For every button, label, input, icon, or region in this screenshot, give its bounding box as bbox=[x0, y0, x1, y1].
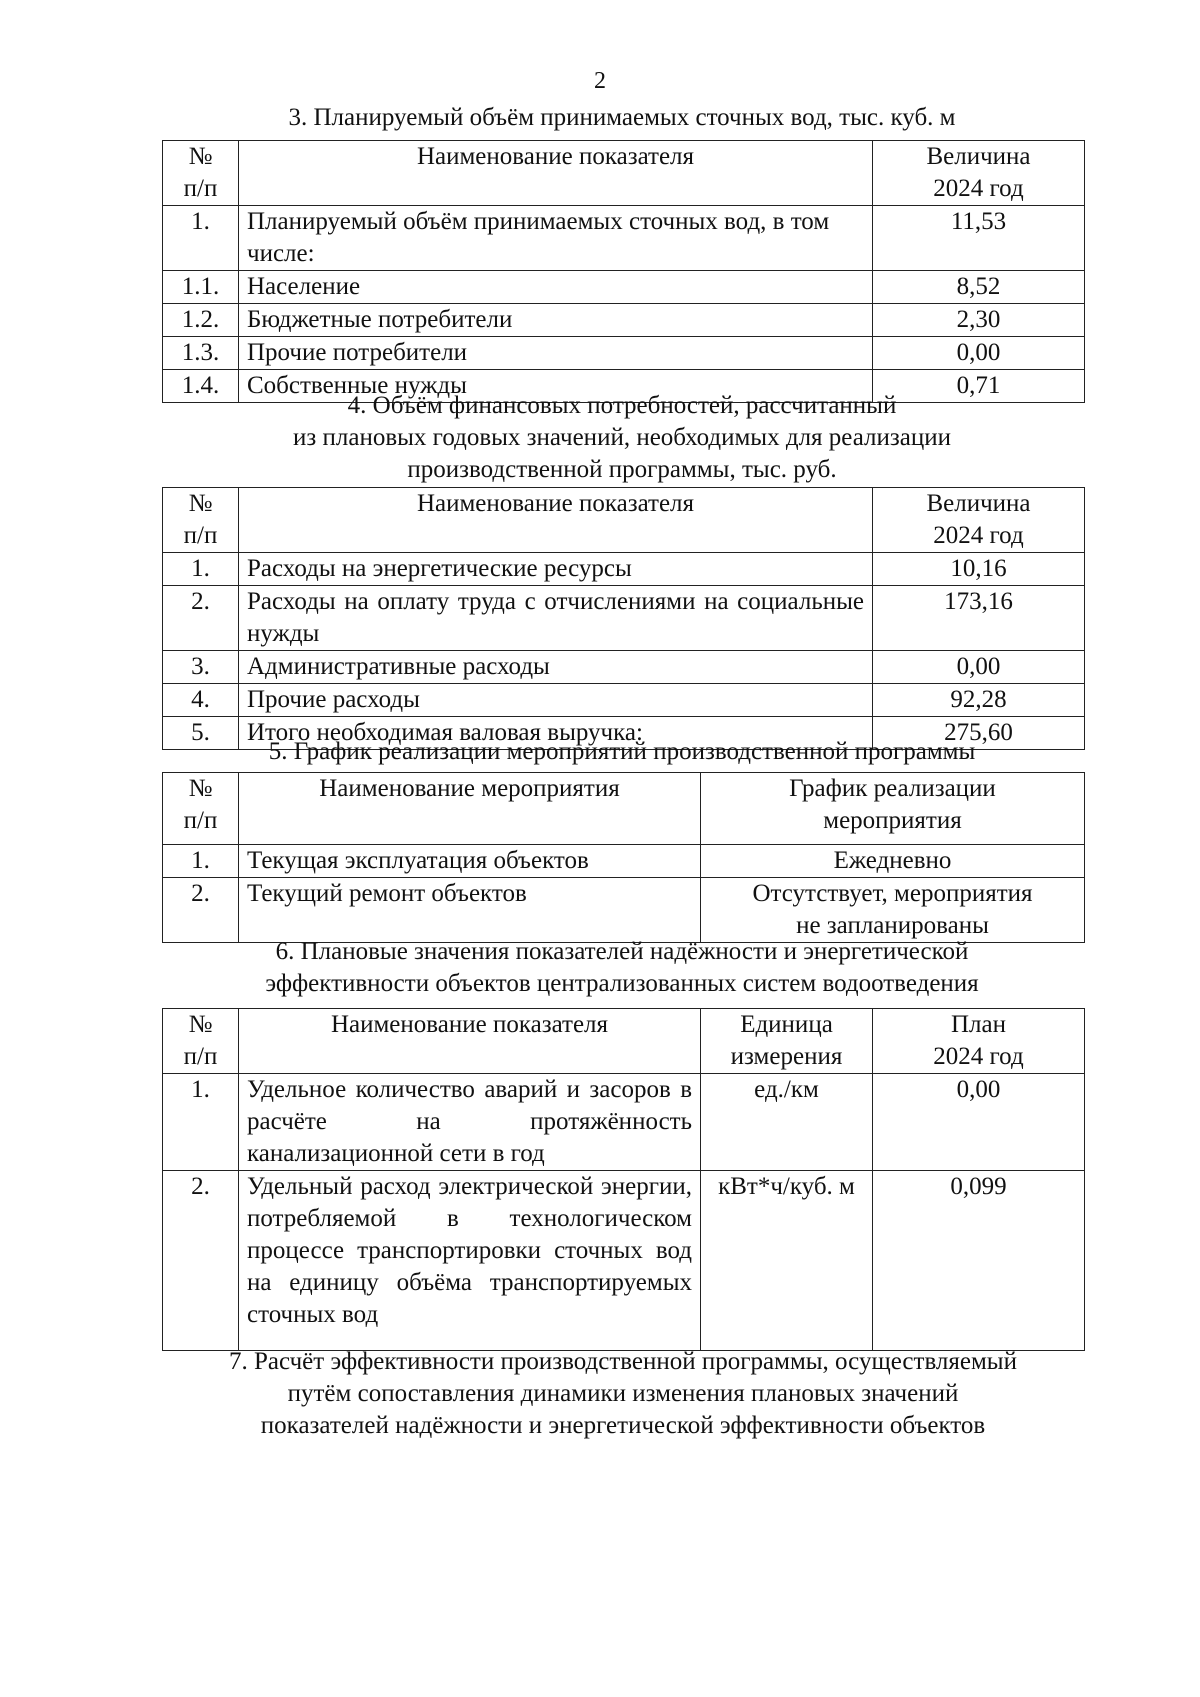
row-value: 2,30 bbox=[873, 304, 1085, 337]
row-name: Прочие расходы bbox=[239, 684, 873, 717]
row-name: Удельный расход электрической энергии, потребляемой в технологическом процессе транспортировки сточных вод на единицу объёма транспортируемых сточных вод bbox=[239, 1171, 701, 1351]
section5-table bbox=[162, 772, 1085, 943]
header-value: Величина 2024 год bbox=[873, 141, 1085, 206]
row-name: Текущий ремонт объектов bbox=[239, 878, 701, 943]
header-num: № п/п bbox=[163, 141, 239, 206]
row-value: 0,71 bbox=[873, 370, 1085, 403]
table-row bbox=[163, 684, 1085, 717]
row-value: 8,52 bbox=[873, 271, 1085, 304]
row-plan: 0,00 bbox=[873, 1074, 1085, 1171]
row-value: 0,00 bbox=[873, 337, 1085, 370]
row-num: 1.4. bbox=[163, 370, 239, 403]
table-header-row bbox=[163, 773, 1085, 845]
table-row bbox=[163, 1074, 1085, 1171]
header-schedule: График реализации мероприятия bbox=[701, 773, 1085, 845]
table-row bbox=[163, 845, 1085, 878]
table-row bbox=[163, 553, 1085, 586]
row-num: 2. bbox=[163, 586, 239, 651]
header-num: № п/п bbox=[163, 773, 239, 845]
section6-title: 6. Плановые значения показателей надёжности и энергетической эффективности объектов централизованных систем водоотведения bbox=[265, 938, 979, 997]
table-header-row bbox=[163, 1009, 1085, 1074]
row-num: 4. bbox=[163, 684, 239, 717]
row-num: 5. bbox=[163, 717, 239, 750]
row-name: Текущая эксплуатация объектов bbox=[239, 845, 701, 878]
row-schedule: Ежедневно bbox=[701, 845, 1085, 878]
table-row bbox=[163, 304, 1085, 337]
section6-table bbox=[162, 1008, 1085, 1351]
row-unit: кВт*ч/куб. м bbox=[701, 1171, 873, 1351]
row-value: 0,00 bbox=[873, 651, 1085, 684]
header-num: № п/п bbox=[163, 1009, 239, 1074]
row-value: 275,60 bbox=[873, 717, 1085, 750]
table-row bbox=[163, 271, 1085, 304]
header-name: Наименование показателя bbox=[239, 488, 873, 553]
row-value: 173,16 bbox=[873, 586, 1085, 651]
table-row bbox=[163, 337, 1085, 370]
page-number: 2 bbox=[594, 68, 606, 94]
row-name: Итого необходимая валовая выручка: bbox=[239, 717, 873, 750]
row-value: 11,53 bbox=[873, 206, 1085, 271]
section3-title: 3. Планируемый объём принимаемых сточных вод, тыс. куб. м bbox=[288, 104, 956, 131]
header-value: Величина 2024 год bbox=[873, 488, 1085, 553]
row-num: 1. bbox=[163, 1074, 239, 1171]
row-num: 1.2. bbox=[163, 304, 239, 337]
table-header-row bbox=[163, 488, 1085, 553]
row-plan: 0,099 bbox=[873, 1171, 1085, 1351]
row-name: Удельное количество аварий и засоров в расчёте на протяжённость канализационной сети в год bbox=[239, 1074, 701, 1171]
row-value: 10,16 bbox=[873, 553, 1085, 586]
section3-table bbox=[162, 140, 1085, 403]
header-name: Наименование показателя bbox=[239, 1009, 701, 1074]
row-num: 1. bbox=[163, 553, 239, 586]
table-header-row bbox=[163, 141, 1085, 206]
header-num: № п/п bbox=[163, 488, 239, 553]
row-name: Прочие потребители bbox=[239, 337, 873, 370]
section4-table bbox=[162, 487, 1085, 750]
row-num: 1. bbox=[163, 845, 239, 878]
row-name: Собственные нужды bbox=[239, 370, 873, 403]
row-name: Расходы на энергетические ресурсы bbox=[239, 553, 873, 586]
header-plan: План 2024 год bbox=[873, 1009, 1085, 1074]
row-schedule: Отсутствует, мероприятия не запланированы bbox=[701, 878, 1085, 943]
row-num: 2. bbox=[163, 1171, 239, 1351]
header-unit: Единица измерения bbox=[701, 1009, 873, 1074]
table-row bbox=[163, 651, 1085, 684]
table-row bbox=[163, 206, 1085, 271]
row-num: 3. bbox=[163, 651, 239, 684]
section5-title: 5. График реализации мероприятий производственной программы bbox=[268, 738, 976, 765]
row-unit: ед./км bbox=[701, 1074, 873, 1171]
row-name: Бюджетные потребители bbox=[239, 304, 873, 337]
table-row bbox=[163, 586, 1085, 651]
table-row bbox=[163, 1171, 1085, 1351]
header-name: Наименование показателя bbox=[239, 141, 873, 206]
row-name: Расходы на оплату труда с отчислениями на социальные нужды bbox=[239, 586, 873, 651]
row-num: 2. bbox=[163, 878, 239, 943]
section4-title: 4. Объём финансовых потребностей, рассчитанный из плановых годовых значений, необходимых для реализации производственной программы, тыс. руб. bbox=[293, 392, 951, 483]
row-num: 1.3. bbox=[163, 337, 239, 370]
row-name: Планируемый объём принимаемых сточных вод, в том числе: bbox=[239, 206, 873, 271]
row-num: 1. bbox=[163, 206, 239, 271]
section7-title: 7. Расчёт эффективности производственной программы, осуществляемый путём сопоставления динамики изменения плановых значений показателей надёжности и энергетической эффективности объектов bbox=[229, 1348, 1017, 1439]
table-row bbox=[163, 878, 1085, 943]
row-name: Административные расходы bbox=[239, 651, 873, 684]
row-value: 92,28 bbox=[873, 684, 1085, 717]
header-name: Наименование мероприятия bbox=[239, 773, 701, 845]
row-num: 1.1. bbox=[163, 271, 239, 304]
row-name: Население bbox=[239, 271, 873, 304]
